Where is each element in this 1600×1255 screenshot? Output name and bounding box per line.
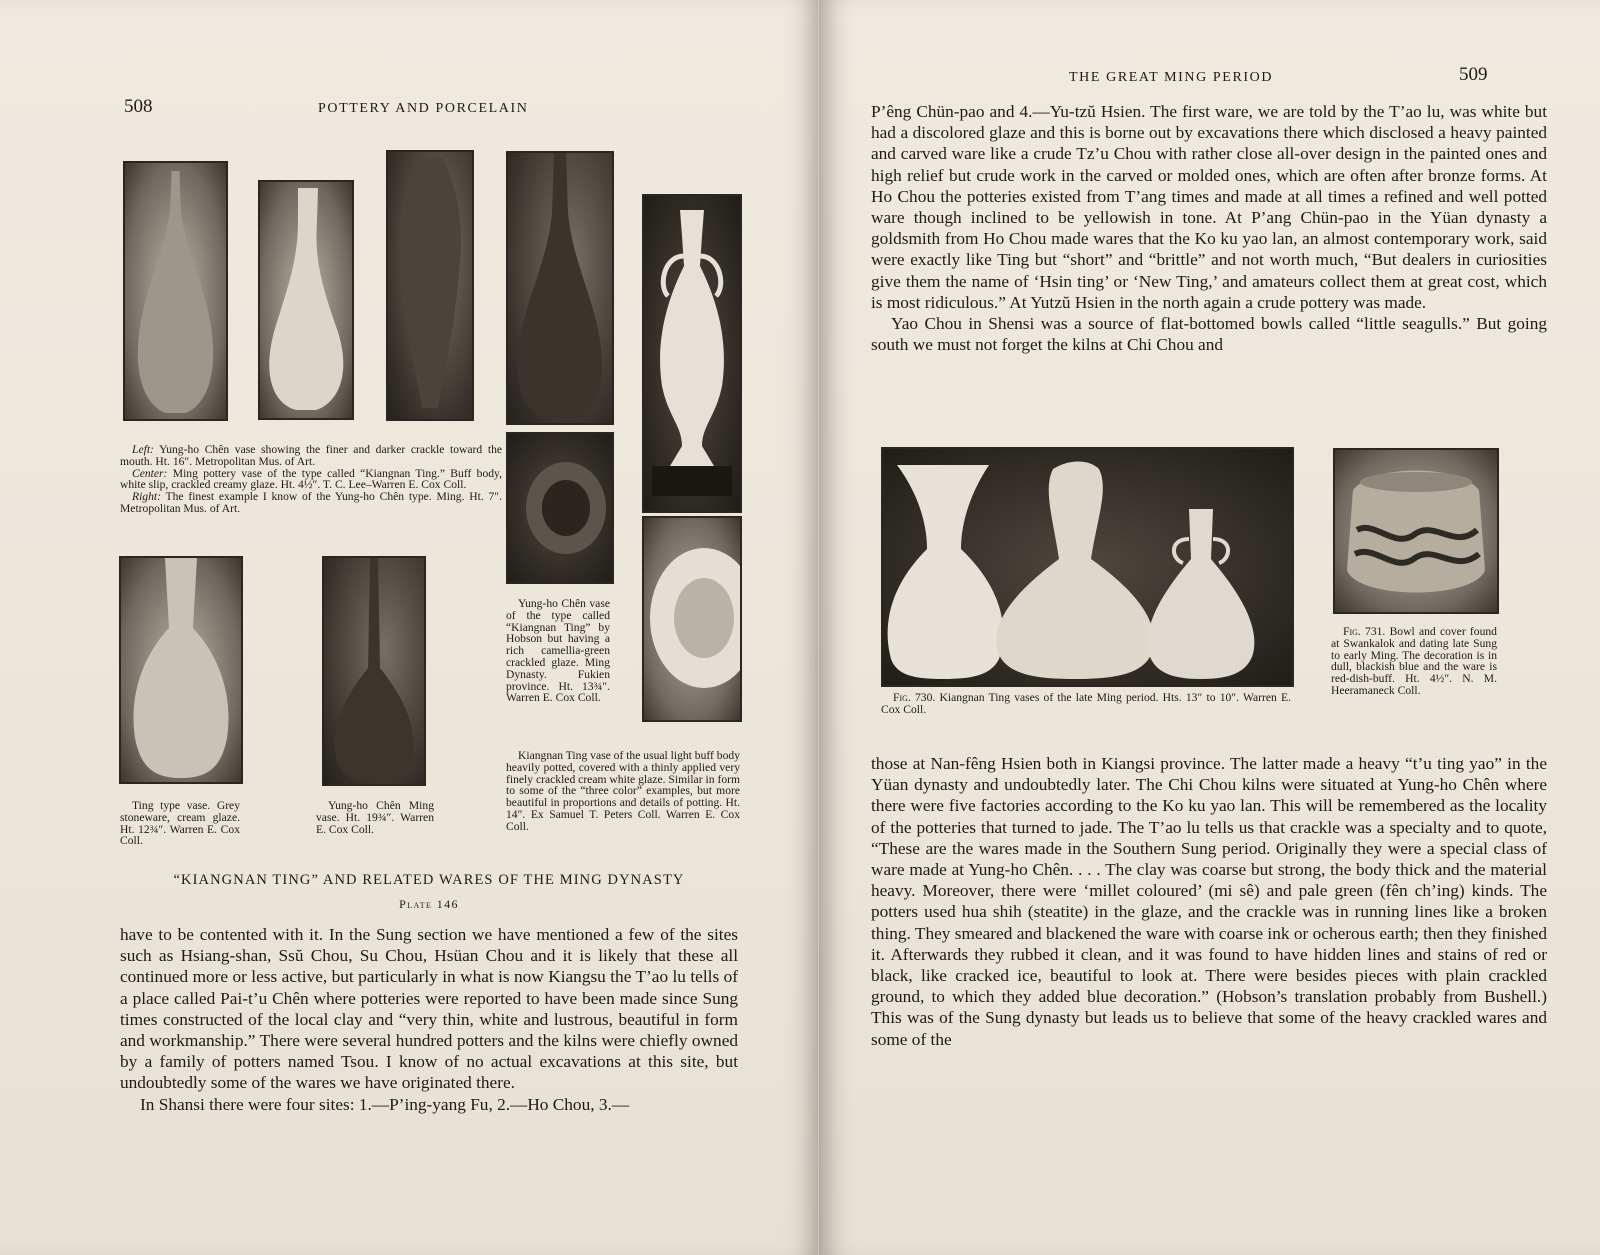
right-body-paragraph-3: those at Nan-fêng Hsien both in Kiangsi province. The latter made a heavy “t’u ting yao” in the Yüan dynasty and undoubtedly later. The Chi Chou kilns were situated at Yung-ho Chên where there were five factories according to the Ko ku yao lan. This will be remembered as the locality of the potteries that turned to jade. The T’ao lu tells us that crackle was a specialty and to quote, “These are the wares made in the Southern Sung period. Originally they were a special class of ware made at Yung-ho Chên. . . . The clay was coarse but strong, the body thick and the material heavy. Moreover, there were ‘millet coloured’ (mi sê) and pale green (fên ch’ing) kinds. The potters used hua shih (steatite) in the glaze, and the crackle was in running lines like a broken thing. They smeared and blackened the ware with coarse ink or ocherous earth; then they finished it. Afterwards they rubbed it clean, and it was found to have hidden lines and stains of red or black, like cracked ice, beautiful to look at. There were besides pieces with plain crackled ground, to which they added blue decoration.” (Hobson’s translation probably from Bushell.) This was of the Sung dynasty but leads us to believe that some of the heavy crackled wares and some of the [871,754,1547,1049]
photo-kiangnan-vase-base [642,516,742,722]
plate-title: “KIANGNAN TING” AND RELATED WARES OF THE MING DYNASTY [173,872,685,888]
caption-center-text: Ming pottery vase of the type called “Kiangnan Ting.” Buff body, white slip, crackled creamy glaze. Ht. 4½″. T. C. Lee–Warren E. Cox Coll. [120,466,502,492]
photo-yungho-ming-vase [322,556,426,786]
photo-camellia-vase-mouth [506,432,614,584]
running-head-left: POTTERY AND PORCELAIN [318,101,529,116]
photo-camellia-vase-side [506,151,614,425]
left-body-paragraph-2: In Shansi there were four sites: 1.—P’ing-yang Fu, 2.—Ho Chou, 3.— [140,1094,630,1114]
photo-ting-type-vase [119,556,243,784]
photo-yungho-vase-tall [123,161,228,421]
left-body-text [120,924,738,1115]
running-head-right: THE GREAT MING PERIOD [1069,70,1274,85]
caption-right-label: Right: [132,490,161,504]
right-body-paragraph-1: P’êng Chün-pao and 4.—Yu-tzŭ Hsien. The first ware, we are told by the T’ao lu, was white but had a discolored glaze and this is borne out by excavations there which disclosed a heavy painted and carved ware like a crude Tz’u Chou with rather close all-over design in the painted ones and high relief but crude work in the carved or molded ones, which are often after bronze forms. At Ho Chou the potteries existed from T’ang times and made at all times a refined and well potted ware though inclined to be yellowish in tone. At P’ang Chün-pao in the Yüan dynasty a goldsmith from Ho Chou made wares that the Ko ku yao lan, an almost contemporary work, said were exactly like Ting but “short” and “brittle” and not worth much, “But dealers in curiosities give them the name of ‘Hsin ting’ or ‘New Ting,’ and amateurs collect them at great cost, which is most ridiculous.” At Yutzŭ Hsien in the north again a crude pottery was made. [871,102,1547,312]
right-body-paragraph-2: Yao Chou in Shensi was a source of flat-bottomed bowls called “little seagulls.” But going south we must not forget the kilns at Chi Chou and [871,314,1547,355]
page-number-right: 509 [1459,64,1488,85]
right-body-text-top [871,101,1547,355]
right-page [819,0,1600,1255]
caption-left-label: Left: [132,443,154,456]
photo-fig-731-bowl-and-cover [1333,448,1499,614]
caption-right-text: The finest example I know of the Yung-ho Chên type. Ming. Ht. 7″. Metropolitan Mus. of Art. [120,490,502,515]
photo-kiangnan-two-handled-vase [642,194,742,513]
caption-fig-731 [1331,626,1497,697]
fig-731-label: Fig. 731. [1343,625,1386,638]
right-body-text-bottom [871,753,1547,1050]
caption-center-label: Center: [132,466,168,480]
left-body-paragraph-1: have to be contented with it. In the Sung section we have mentioned a few of the sites such as Hsiang-shan, Ssŭ Chou, Su Chou, Hsüan Chou and it is likely that these all continued more or less active, but particularly in what is now Kiangsu the T’ao lu tells of a place called Pai-t’u Chên where potteries were reported to have been made since Sung times constructed of the local clay and “very thin, white and lustrous, beautiful in form and workmanship.” There were several hundred potters and the kilns were chiefly owned by a family of potters named Tsou. I know of no actual excavations at this site, but undoubtedly some of the wares we have originated there. [120,925,738,1093]
photo-fig-730-three-vases [881,447,1294,687]
photo-yungho-vase-finest [386,150,474,421]
caption-kiangnan-vase: Kiangnan Ting vase of the usual light buff body heavily potted, covered with a thinly applied very finely crackled cream white glaze. Similar in form to some of the “three color” examples, but more beautiful in proportions and details of potting. Ht. 14″. Ex Samuel T. Peters Coll. Warren E. Cox Coll. [506,749,740,833]
caption-fig-730 [881,692,1291,716]
caption-yungho-ming-vase: Yung-ho Chên Ming vase. Ht. 19¾″. Warren E. Cox Coll. [316,799,434,836]
fig-730-label: Fig. 730. [893,691,936,704]
fig-731-text: Bowl and cover found at Swankalok and dating late Sung to early Ming. The decoration is in dull, blackish blue and the ware is red-dish-buff. Ht. 4½″. N. M. Heeramaneck Coll. [1331,625,1497,697]
fig-730-text: Kiangnan Ting vases of the late Ming period. Hts. 13″ to 10″. Warren E. Cox Coll. [881,691,1292,716]
photo-kiangnan-pottery-vase [258,180,354,420]
caption-left-text: Yung-ho Chên vase showing the finer and darker crackle toward the mouth. Ht. 16″. Metropolitan Mus. of Art. [120,443,503,468]
caption-top-left-center-right [120,444,502,515]
plate-number: Plate 146 [399,897,459,911]
caption-ting-vase: Ting type vase. Grey stoneware, cream glaze. Ht. 12¾″. Warren E. Cox Coll. [120,799,240,848]
caption-camellia-vase: Yung-ho Chên vase of the type called “Kiangnan Ting” by Hobson but having a rich camellia-green crackled glaze. Ming Dynasty. Fukien province. Ht. 13¾″. Warren E. Cox Coll. [506,597,610,705]
page-number-left: 508 [124,96,153,117]
